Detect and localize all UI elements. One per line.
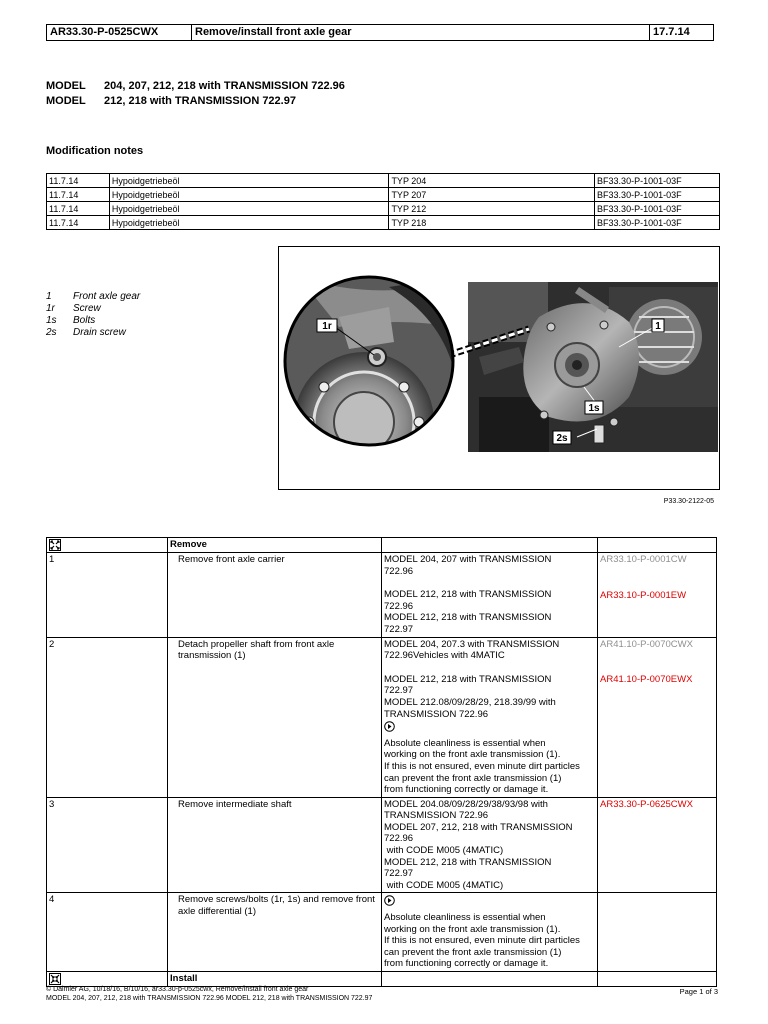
remove-header: Remove — [168, 538, 382, 553]
remove-section-header — [47, 538, 717, 553]
step-action: Detach propeller shaft from front axle transmission (1) — [178, 638, 335, 662]
install-header: Install — [168, 972, 382, 987]
modification-note-cell: BF33.30-P-1001-03F — [595, 216, 720, 230]
modification-note-cell: Hypoidgetriebeöl — [109, 202, 389, 216]
step-action: Remove screws/bolts (1r, 1s) and remove front axle differential (1) — [178, 894, 375, 918]
modification-note-cell: 11.7.14 — [47, 202, 110, 216]
step-row-1: 1 Remove front axle carrier MODEL 204, 207 with TRANSMISSION 722.96 MODEL 212, 218 with TRANSMISSION 722.96 MODEL 212, 218 with TRANSMISSION 722.97 AR33.10-P-0001CW AR33.10-P-0001EW — [47, 553, 717, 638]
footer-models: MODEL 204, 207, 212, 218 with TRANSMISSION 722.96 MODEL 212, 218 with TRANSMISSION 722.97 — [46, 995, 373, 1002]
step-number: 2 — [47, 637, 168, 797]
modification-note-cell: Hypoidgetriebeöl — [109, 188, 389, 202]
modification-note-cell: TYP 204 — [389, 174, 595, 188]
doc-date: 17.7.14 — [653, 26, 690, 38]
modification-note-cell: Hypoidgetriebeöl — [109, 216, 389, 230]
ref-link[interactable]: AR33.10-P-0001CW — [600, 554, 687, 565]
modification-note-row — [47, 216, 720, 230]
legend-item: 1r Screw — [46, 303, 101, 314]
remove-tool-icon — [49, 539, 61, 551]
modification-note-cell: BF33.30-P-1001-03F — [595, 202, 720, 216]
footer-copyright: © Daimler AG, 10/18/16, B/10/16, ar33.30-p-0525cwx, Remove/install front axle gear — [46, 986, 309, 993]
callout-1r: 1r — [322, 321, 332, 332]
info-arrow-icon — [384, 895, 395, 906]
step-number: 4 — [47, 893, 168, 972]
page-number: Page 1 of 3 — [679, 987, 718, 996]
document-header — [46, 24, 714, 41]
modification-note-cell: TYP 207 — [389, 188, 595, 202]
front-axle-gear-photo — [278, 246, 720, 490]
modification-note-cell: TYP 218 — [389, 216, 595, 230]
modification-note-row — [47, 174, 720, 188]
step-action: Remove front axle carrier — [178, 554, 285, 565]
modification-note-cell: 11.7.14 — [47, 216, 110, 230]
model-line-2: MODEL 212, 218 with TRANSMISSION 722.97 — [46, 95, 296, 107]
modification-notes-title: Modification notes — [46, 145, 144, 157]
step-action: Remove intermediate shaft — [178, 798, 292, 810]
ref-link[interactable]: AR41.10-P-0070EWX — [600, 674, 693, 686]
figure-caption: P33.30-2122-05 — [663, 498, 714, 505]
ref-link[interactable]: AR41.10-P-0070CWX — [600, 638, 693, 650]
modification-note-cell: BF33.30-P-1001-03F — [595, 174, 720, 188]
step-number: 3 — [47, 797, 168, 893]
modification-note-row — [47, 188, 720, 202]
step-number: 1 — [47, 553, 168, 638]
callout-2s: 2s — [556, 433, 568, 444]
legend-item: 1s Bolts — [46, 315, 96, 326]
callout-1s: 1s — [588, 403, 600, 414]
info-arrow-icon — [384, 721, 395, 732]
doc-title: Remove/install front axle gear — [192, 25, 650, 40]
legend-item: 2s Drain screw — [46, 327, 126, 338]
modification-note-row — [47, 202, 720, 216]
doc-id: AR33.30-P-0525CWX — [47, 25, 192, 40]
step-row-3: 3 Remove intermediate shaft MODEL 204.08/09/28/29/38/93/98 with TRANSMISSION 722.96 MODEL 207, 212, 218 with TRANSMISSION 722.96 with CODE M005 (4MATIC) MODEL 212, 218 with TRANSMISSION 722.97 with CODE M005 (4MATIC) AR33.30-P-0625CWX — [47, 797, 717, 893]
install-tool-icon — [49, 973, 61, 985]
legend-item: 1 Front axle gear — [46, 291, 141, 302]
modification-note-cell: 11.7.14 — [47, 188, 110, 202]
step-row-4: 4 Remove screws/bolts (1r, 1s) and remove front axle differential (1) Absolute cleanliness is essential when working on the front axle transmission (1). If this is not ensured, even minute dirt particles can prevent the front axle transmission (1) from functioning correctly or damage it. — [47, 893, 717, 972]
model-line-1: MODEL 204, 207, 212, 218 with TRANSMISSION 722.96 — [46, 80, 345, 92]
photo-illustration — [279, 247, 719, 489]
step-row-2: 2 Detach propeller shaft from front axle transmission (1) MODEL 204, 207.3 with TRANSMISSION 722.96Vehicles with 4MATIC MODEL 212, 218 with TRANSMISSION 722.97 MODEL 212.08/09/28/29, 218.39/99 with TRANSMISSION 722.96 Absolute cleanliness is essential when working on the front axle transmission (1). If this is not ensured, even minute dirt particles can prevent the front axle transmission (1) from functioning correctly or damage it. AR41.10-P-0070CWX AR41.10-P-0070EWX — [47, 637, 717, 797]
page-footer — [46, 985, 718, 1003]
figure-legend — [46, 291, 140, 339]
modification-note-cell: 11.7.14 — [47, 174, 110, 188]
modification-note-cell: BF33.30-P-1001-03F — [595, 188, 720, 202]
modification-note-cell: Hypoidgetriebeöl — [109, 174, 389, 188]
modification-notes-table — [46, 173, 720, 230]
ref-link[interactable]: AR33.10-P-0001EW — [600, 589, 687, 601]
modification-note-cell: TYP 212 — [389, 202, 595, 216]
callout-1: 1 — [655, 321, 661, 332]
procedure-table — [46, 537, 717, 987]
ref-link[interactable]: AR33.30-P-0625CWX — [600, 798, 693, 810]
